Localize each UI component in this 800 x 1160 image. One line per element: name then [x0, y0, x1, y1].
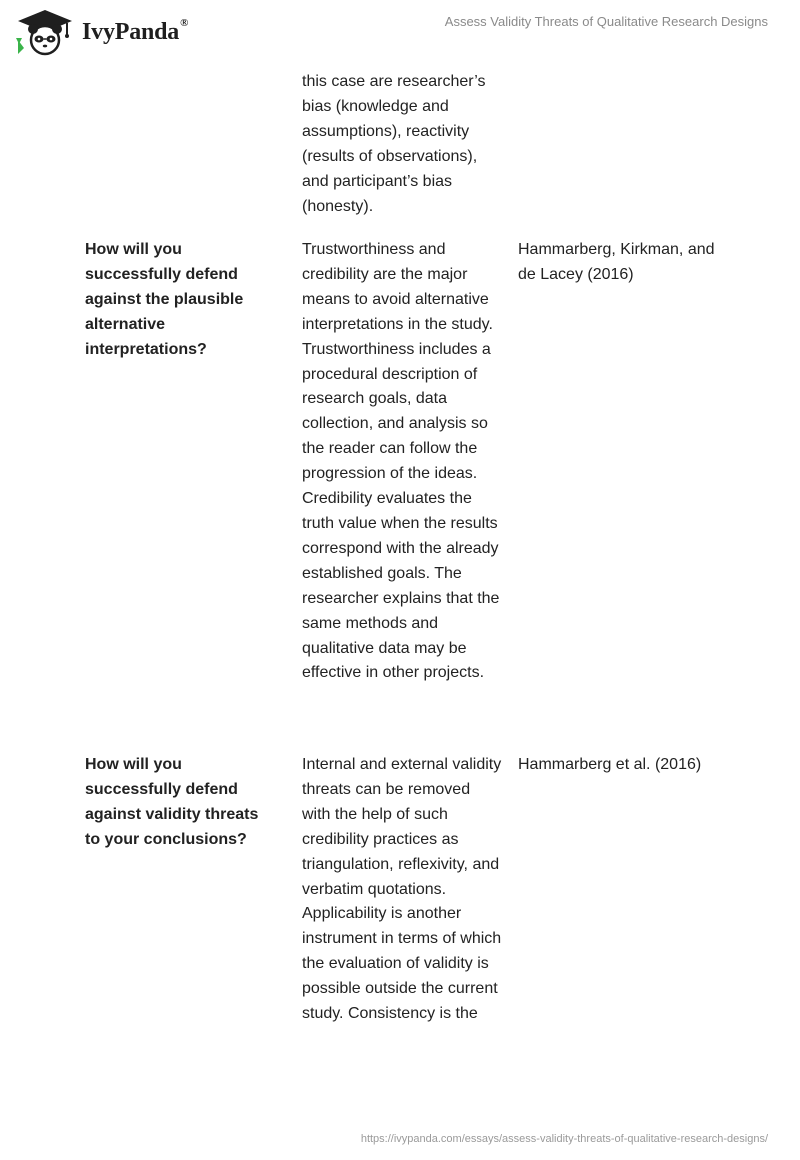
ivypanda-logo[interactable] [14, 8, 188, 56]
source-cell: Hammarberg et al. (2016) [518, 756, 702, 773]
page-header [0, 0, 800, 64]
source-url[interactable]: https://ivypanda.com/essays/assess-validity-threats-of-qualitative-research-designs/ [360, 1133, 768, 1145]
logo-text: IvyPanda® [82, 16, 189, 45]
research-design-table [0, 70, 800, 1027]
answer-cell: Trustworthiness and credibility are the major means to avoid alternative interpretations in the study. Trustworthiness includes a procedural description of research goals, data collection, and analysis so the reader can follow the progression of the ideas. Credibility evaluates the truth value when the results correspond with the already established goals. The researcher explains that the same methods and qualitative data may be effective in other projects. [302, 241, 500, 682]
table-row [0, 753, 800, 1027]
question-cell: How will you successfully defend against the plausible alternative interpretations? [85, 241, 244, 358]
table-row [0, 238, 800, 753]
question-cell: How will you successfully defend against validity threats to your conclusions? [85, 756, 259, 848]
source-cell: Hammarberg, Kirkman, and de Lacey (2016) [518, 241, 715, 283]
answer-cell: this case are researcher’s bias (knowledge and assumptions), reactivity (results of observations), and participant’s bias (honesty). [302, 73, 486, 215]
table-row [0, 70, 800, 238]
panda-graduate-icon [14, 8, 76, 56]
answer-cell: Internal and external validity threats can be removed with the help of such credibility practices as triangulation, reflexivity, and verbatim quotations. Applicability is another instrument in terms of which the evaluation of validity is possible outside the current study. Consistency is the [302, 756, 502, 1023]
document-title: Assess Validity Threats of Qualitative Research Designs [444, 14, 768, 29]
